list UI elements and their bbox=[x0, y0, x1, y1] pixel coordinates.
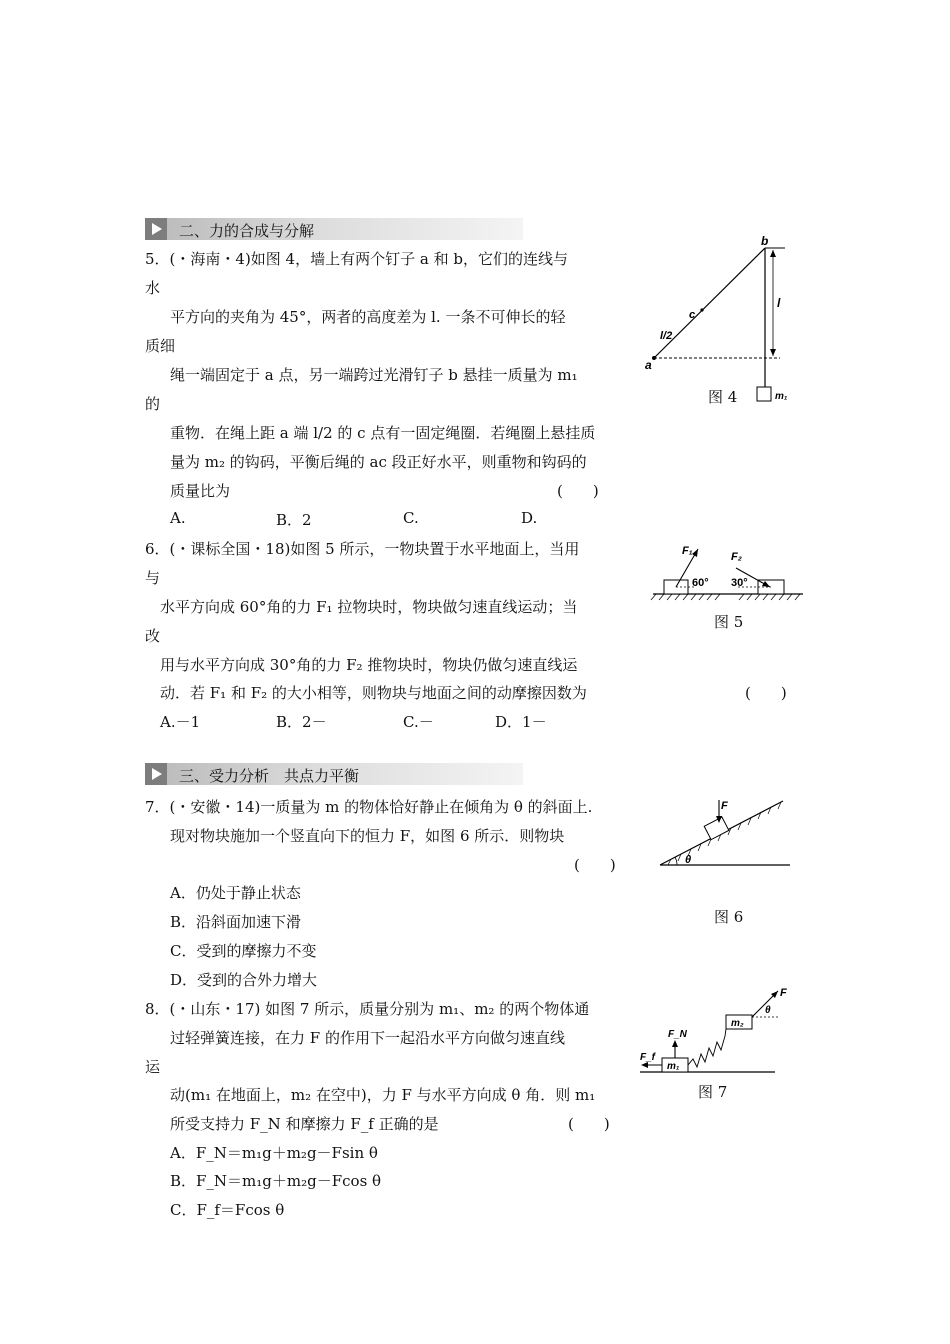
section-header-force-analysis bbox=[145, 763, 523, 785]
q6-line: 改 bbox=[145, 627, 161, 645]
figure-5-diagram bbox=[648, 540, 808, 610]
figure-4-caption: 图 4 bbox=[708, 388, 738, 406]
q8-line: 8．(・山东・17) 如图 7 所示，质量分别为 m₁、m₂ 的两个物体通 bbox=[145, 1000, 590, 1018]
option-a: A．F_N＝m₁g＋m₂g－Fsin θ bbox=[170, 1144, 378, 1162]
option-b: B．F_N＝m₁g＋m₂g－Fcos θ bbox=[170, 1172, 382, 1190]
figure-5-caption: 图 5 bbox=[714, 613, 744, 631]
answer-bracket: ( ) bbox=[557, 482, 599, 500]
q7-line: 现对物块施加一个竖直向下的恒力 F，如图 6 所示．则物块 bbox=[170, 827, 565, 845]
option-a: A. bbox=[170, 509, 186, 527]
figure-7-diagram bbox=[635, 985, 785, 1085]
label-f: F bbox=[721, 800, 728, 812]
section-title: 二、力的合成与分解 bbox=[179, 222, 315, 240]
label-30deg: 30° bbox=[731, 577, 748, 589]
q8-line: 过轻弹簧连接，在力 F 的作用下一起沿水平方向做匀速直线 bbox=[170, 1029, 565, 1047]
option-d: D. bbox=[521, 509, 538, 527]
q6-line: 水平方向成 60°角的力 F₁ 拉物块时，物块做匀速直线运动；当 bbox=[160, 598, 578, 616]
section-title: 三、受力分析 共点力平衡 bbox=[179, 767, 360, 785]
q5-line: 5．(・海南・4)如图 4，墙上有两个钉子 a 和 b，它们的连线与 bbox=[145, 250, 568, 268]
q6-line: 与 bbox=[145, 569, 161, 587]
option-c: C．F_f＝Fcos θ bbox=[170, 1201, 285, 1219]
q8-line: 运 bbox=[145, 1058, 161, 1076]
q6-line: 用与水平方向成 30°角的力 F₂ 推物块时，物块仍做匀速直线运 bbox=[160, 656, 578, 674]
q5-line: 平方向的夹角为 45°，两者的高度差为 l. 一条不可伸长的轻 bbox=[170, 308, 566, 326]
q5-line: 质细 bbox=[145, 337, 176, 355]
option-b: B．2－ bbox=[276, 713, 327, 731]
label-f1: F₁ bbox=[682, 545, 693, 557]
label-60deg: 60° bbox=[692, 577, 709, 589]
q5-line: 绳一端固定于 a 点，另一端跨过光滑钉子 b 悬挂一质量为 m₁ bbox=[170, 366, 578, 384]
play-triangle-icon bbox=[145, 218, 167, 240]
q8-line: 所受支持力 F_N 和摩擦力 F_f 正确的是 bbox=[170, 1115, 439, 1133]
figure-6-caption: 图 6 bbox=[714, 908, 744, 926]
option-c: C．受到的摩擦力不变 bbox=[170, 942, 317, 960]
option-a: A.－1 bbox=[160, 713, 201, 731]
option-c: C.－ bbox=[403, 713, 434, 731]
q8-line: 动(m₁ 在地面上，m₂ 在空中)，力 F 与水平方向成 θ 角．则 m₁ bbox=[170, 1086, 596, 1104]
label-b: b bbox=[761, 234, 769, 248]
q7-line: 7．(・安徽・14)一质量为 m 的物体恰好静止在倾角为 θ 的斜面上. bbox=[145, 798, 593, 816]
label-f2: F₂ bbox=[731, 551, 742, 563]
answer-bracket: ( ) bbox=[745, 684, 787, 702]
play-triangle-icon bbox=[145, 763, 167, 785]
figure-7-caption: 图 7 bbox=[698, 1083, 728, 1101]
q6-line: 6．(・课标全国・18)如图 5 所示，一物块置于水平地面上，当用 bbox=[145, 540, 580, 558]
q5-line: 水 bbox=[145, 279, 161, 297]
section-header-force-composition bbox=[145, 218, 523, 240]
label-fn: F_N bbox=[668, 1029, 687, 1040]
label-l: l bbox=[777, 296, 781, 310]
figure-6-diagram bbox=[655, 795, 795, 875]
option-d: D．1－ bbox=[495, 713, 547, 731]
label-l-half: l/2 bbox=[660, 330, 673, 342]
label-f: F bbox=[780, 987, 787, 999]
option-c: C. bbox=[403, 509, 419, 527]
q5-line: 重物．在绳上距 a 端 l/2 的 c 点有一固定绳圈．若绳圈上悬挂质 bbox=[170, 424, 596, 442]
label-m1: m₁ bbox=[667, 1061, 680, 1072]
figure-4-diagram bbox=[640, 235, 800, 410]
label-theta: θ bbox=[765, 1005, 771, 1016]
q6-line: 动．若 F₁ 和 F₂ 的大小相等，则物块与地面之间的动摩擦因数为 bbox=[160, 684, 587, 702]
q5-line: 量为 m₂ 的钩码，平衡后绳的 ac 段正好水平，则重物和钩码的 bbox=[170, 453, 587, 471]
label-ff: F_f bbox=[640, 1052, 655, 1063]
label-m2: m₂ bbox=[731, 1018, 744, 1029]
label-m1: m₁ bbox=[775, 391, 788, 402]
option-a: A．仍处于静止状态 bbox=[170, 884, 301, 902]
option-b: B．沿斜面加速下滑 bbox=[170, 913, 302, 931]
label-a: a bbox=[645, 358, 652, 372]
label-theta: θ bbox=[685, 854, 692, 866]
option-d: D．受到的合外力增大 bbox=[170, 971, 318, 989]
option-b: B．2 bbox=[276, 511, 312, 529]
q5-line: 的 bbox=[145, 395, 161, 413]
label-c: c bbox=[689, 309, 696, 321]
answer-bracket: ( ) bbox=[568, 1115, 610, 1133]
q5-line: 质量比为 bbox=[170, 482, 231, 500]
answer-bracket: ( ) bbox=[574, 856, 616, 874]
